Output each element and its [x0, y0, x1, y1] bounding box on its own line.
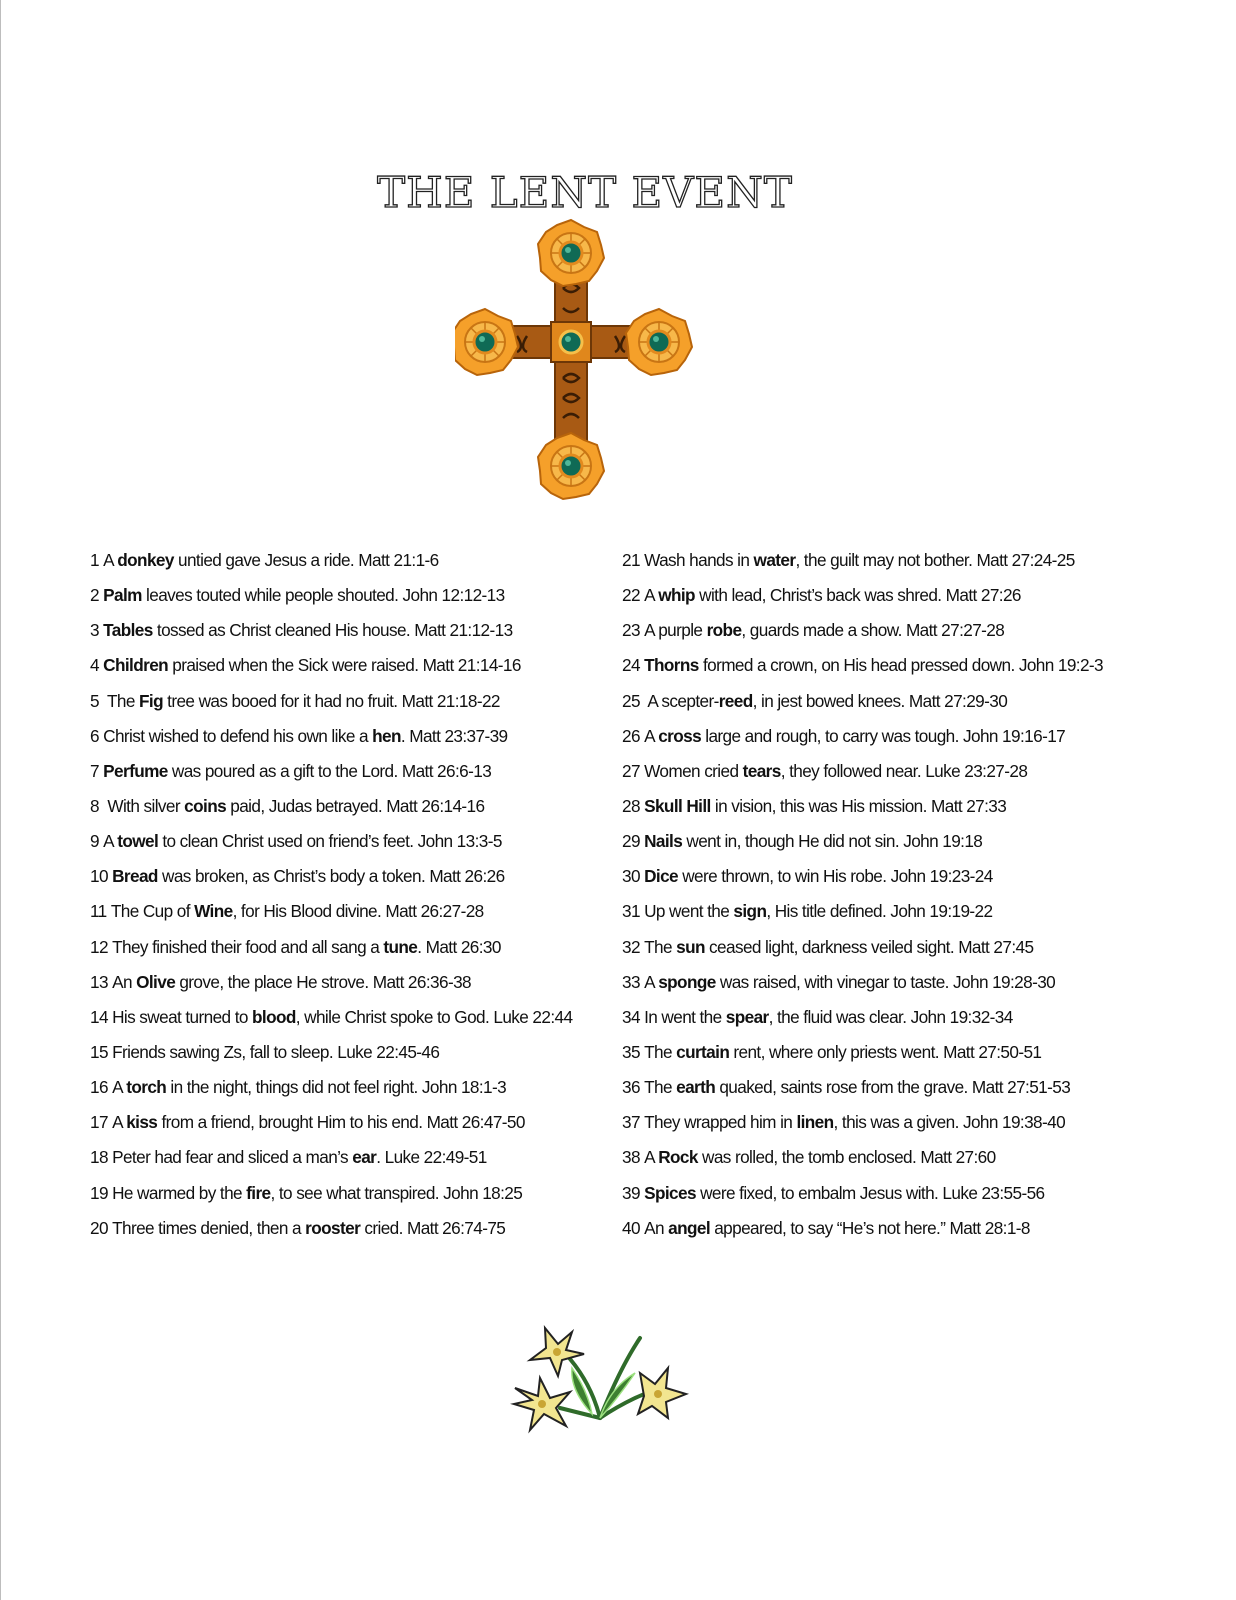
- clue-reference: Matt 21:1-6: [358, 550, 439, 570]
- clue-text: He warmed by the: [112, 1182, 247, 1203]
- clue-reference: John 19:38-40: [962, 1112, 1066, 1133]
- clue-reference: John 13:3-5: [417, 831, 502, 852]
- clue-item: [622, 829, 1142, 864]
- clue-text: leaves touted while people shouted.: [141, 585, 399, 606]
- clue-number: 7: [90, 760, 99, 781]
- clue-text: .: [417, 936, 422, 957]
- clue-text: With silver: [103, 795, 185, 816]
- clue-item: [90, 583, 610, 618]
- clue-reference: John 18:25: [443, 1182, 523, 1203]
- clue-text: was raised, with vinegar to taste.: [715, 971, 949, 992]
- clue-reference: Luke 22:49-51: [384, 1147, 487, 1168]
- clue-item: [90, 759, 610, 794]
- clue-item: [622, 970, 1142, 1005]
- clue-text: quaked, saints rose from the grave.: [715, 1077, 968, 1098]
- clue-text: His sweat turned to: [112, 1006, 253, 1027]
- clue-text: Women cried: [644, 760, 743, 781]
- clue-reference: Luke 23:27-28: [925, 760, 1028, 781]
- clue-text: Friends sawing Zs, fall to sleep.: [112, 1041, 334, 1062]
- clue-number: 29: [622, 831, 640, 852]
- page-title: THE LENT EVENT: [377, 168, 793, 218]
- clue-text: A: [644, 585, 659, 606]
- clue-keyword: Bread: [112, 866, 158, 887]
- clue-keyword: torch: [126, 1077, 167, 1098]
- clue-keyword: angel: [668, 1217, 711, 1238]
- clue-keyword: water: [753, 550, 796, 570]
- clue-text: cried.: [360, 1217, 403, 1238]
- clue-keyword: earth: [676, 1077, 716, 1098]
- clue-text: were fixed, to embalm Jesus with.: [695, 1182, 939, 1203]
- clue-text: grove, the place He strove.: [175, 971, 369, 992]
- clue-item: [622, 864, 1142, 899]
- clue-number: 10: [90, 866, 108, 887]
- clue-keyword: curtain: [676, 1041, 730, 1062]
- clue-item: [622, 653, 1142, 688]
- clue-text: An: [644, 1217, 669, 1238]
- clue-text: Up went the: [644, 901, 734, 922]
- clue-keyword: Tables: [103, 620, 153, 641]
- clue-keyword: fire: [246, 1182, 271, 1203]
- clue-item: [622, 794, 1142, 829]
- clue-list-right: [622, 548, 1142, 1251]
- clue-item: [622, 899, 1142, 934]
- clue-item: [90, 724, 610, 759]
- clue-text: untied gave Jesus a ride.: [173, 550, 355, 570]
- clue-item: [622, 724, 1142, 759]
- clue-text: , the guilt may not bother.: [795, 550, 973, 570]
- clue-text: Three times denied, then a: [112, 1217, 306, 1238]
- clue-text: paid, Judas betrayed.: [226, 795, 383, 816]
- clue-number: 14: [90, 1006, 108, 1027]
- clue-keyword: Palm: [103, 585, 142, 606]
- clue-number: 11: [90, 901, 107, 922]
- clue-item: [90, 935, 610, 970]
- clue-reference: John 19:16-17: [963, 725, 1066, 746]
- clue-number: 33: [622, 971, 640, 992]
- clue-text: to clean Christ used on friend’s feet.: [158, 831, 414, 852]
- clue-number: 12: [90, 936, 108, 957]
- clue-number: 23: [622, 620, 640, 641]
- clue-number: 27: [622, 760, 640, 781]
- clue-reference: John 19:32-34: [910, 1006, 1013, 1027]
- clue-reference: John 18:1-3: [421, 1077, 507, 1098]
- clue-keyword: Nails: [644, 831, 683, 852]
- clue-list-left: [90, 548, 610, 1251]
- clue-reference: Matt 27:24-25: [976, 550, 1075, 570]
- clue-text: The: [644, 936, 677, 957]
- clue-item: [622, 1040, 1142, 1075]
- clue-keyword: ear: [352, 1147, 377, 1168]
- lily-icon: [500, 1318, 700, 1450]
- clue-text: A: [644, 971, 659, 992]
- clue-number: 8: [90, 795, 99, 816]
- clue-item: [622, 1110, 1142, 1145]
- clue-item: [90, 1040, 610, 1075]
- clue-keyword: sponge: [658, 971, 716, 992]
- clue-keyword: Olive: [136, 971, 176, 992]
- ornate-cross-icon: [455, 218, 695, 508]
- clue-keyword: spear: [725, 1006, 769, 1027]
- clue-text: , the fluid was clear.: [768, 1006, 907, 1027]
- clue-keyword: whip: [658, 585, 695, 606]
- clue-reference: Matt 27:60: [920, 1147, 996, 1168]
- clue-item: [622, 935, 1142, 970]
- clue-number: 36: [622, 1077, 640, 1098]
- clue-reference: Matt 21:12-13: [414, 620, 513, 641]
- clue-text: was rolled, the tomb enclosed.: [697, 1147, 917, 1168]
- clue-number: 5: [90, 690, 99, 711]
- clue-text: The: [644, 1077, 677, 1098]
- clue-text: A: [112, 1112, 127, 1133]
- clue-reference: Matt 27:50-51: [943, 1041, 1042, 1062]
- clue-number: 30: [622, 866, 640, 887]
- clue-text: large and rough, to carry was tough.: [701, 725, 959, 746]
- clue-item: [90, 794, 610, 829]
- clue-item: [90, 618, 610, 653]
- clue-text: A: [644, 1147, 659, 1168]
- clue-item: [90, 653, 610, 688]
- clue-text: Christ wished to defend his own like a: [103, 725, 373, 746]
- clue-number: 38: [622, 1147, 640, 1168]
- clue-item: [622, 1145, 1142, 1180]
- clue-number: 20: [90, 1217, 108, 1238]
- clue-number: 25: [622, 690, 640, 711]
- clue-item: [622, 1075, 1142, 1110]
- clue-item: [622, 759, 1142, 794]
- clue-text: A purple: [644, 620, 707, 641]
- clue-number: 16: [90, 1077, 108, 1098]
- clue-number: 1: [90, 550, 99, 570]
- clue-keyword: Fig: [139, 690, 163, 711]
- clue-keyword: sun: [676, 936, 705, 957]
- clue-reference: Matt 27:51-53: [971, 1077, 1071, 1098]
- clue-text: , they followed near.: [780, 760, 921, 781]
- clue-reference: John 19:28-30: [953, 971, 1056, 992]
- clue-number: 13: [90, 971, 108, 992]
- clue-text: A scepter-: [644, 690, 719, 711]
- clue-keyword: Perfume: [103, 760, 168, 781]
- clue-text: A: [644, 725, 659, 746]
- clue-item: [90, 829, 610, 864]
- clue-reference: Matt 21:18-22: [401, 690, 500, 711]
- clue-number: 4: [90, 655, 99, 676]
- clue-item: [622, 1216, 1142, 1251]
- clue-keyword: Spices: [644, 1182, 696, 1203]
- clue-item: [90, 1145, 610, 1180]
- clue-number: 40: [622, 1217, 640, 1238]
- clue-text: formed a crown, on His head pressed down.: [698, 655, 1015, 676]
- clue-keyword: towel: [117, 831, 159, 852]
- clue-text: in vision, this was His mission.: [710, 795, 927, 816]
- clue-item: [90, 970, 610, 1005]
- page-edge: [0, 0, 1, 1600]
- clue-text: was poured as a gift to the Lord.: [167, 760, 398, 781]
- clue-item: [90, 689, 610, 724]
- clue-keyword: Wine: [194, 901, 233, 922]
- clue-text: ceased light, darkness veiled sight.: [704, 936, 955, 957]
- clue-number: 19: [90, 1182, 108, 1203]
- clue-reference: Matt 26:36-38: [372, 971, 471, 992]
- clue-item: [622, 583, 1142, 618]
- clue-keyword: Children: [103, 655, 169, 676]
- clue-text: , this was a given.: [833, 1112, 959, 1133]
- clue-number: 39: [622, 1182, 640, 1203]
- clue-item: [622, 548, 1142, 583]
- clue-keyword: coins: [184, 795, 227, 816]
- clue-keyword: linen: [796, 1112, 834, 1133]
- clue-keyword: Thorns: [644, 655, 699, 676]
- clue-item: [622, 618, 1142, 653]
- clue-text: praised when the Sick were raised.: [168, 655, 419, 676]
- clue-item: [90, 548, 610, 583]
- clue-text: The: [103, 690, 140, 711]
- clue-keyword: Skull Hill: [644, 795, 711, 816]
- clue-text: rent, where only priests went.: [729, 1041, 939, 1062]
- clue-reference: John 19:19-22: [890, 901, 993, 922]
- clue-item: [90, 1216, 610, 1251]
- clue-keyword: hen: [372, 725, 401, 746]
- clue-reference: Matt 26:74-75: [406, 1217, 506, 1238]
- clue-item: [90, 864, 610, 899]
- clue-item: [90, 1110, 610, 1145]
- clue-reference: Matt 23:37-39: [409, 725, 508, 746]
- clue-keyword: robe: [706, 620, 742, 641]
- clue-reference: Matt 26:30: [425, 936, 501, 957]
- clue-keyword: tune: [383, 936, 418, 957]
- clue-reference: Matt 26:14-16: [386, 795, 485, 816]
- clue-reference: Matt 27:29-30: [908, 690, 1008, 711]
- clue-text: A: [103, 831, 118, 852]
- clue-keyword: reed: [718, 690, 753, 711]
- clue-number: 26: [622, 725, 640, 746]
- clue-number: 9: [90, 831, 99, 852]
- clue-text: , in jest bowed knees.: [752, 690, 905, 711]
- clue-keyword: Rock: [658, 1147, 698, 1168]
- clue-keyword: rooster: [305, 1217, 361, 1238]
- clue-number: 35: [622, 1041, 640, 1062]
- clue-number: 37: [622, 1112, 640, 1133]
- clue-number: 21: [622, 550, 640, 570]
- clue-reference: Matt 26:47-50: [426, 1112, 525, 1133]
- clue-text: , while Christ spoke to God.: [295, 1006, 490, 1027]
- clue-number: 24: [622, 655, 640, 676]
- clue-keyword: Dice: [644, 866, 679, 887]
- clue-number: 18: [90, 1147, 108, 1168]
- clue-text: went in, though He did not sin.: [682, 831, 900, 852]
- clue-keyword: blood: [252, 1006, 296, 1027]
- clue-text: .: [376, 1147, 381, 1168]
- clue-text: They wrapped him in: [644, 1112, 797, 1133]
- clue-keyword: tears: [742, 760, 781, 781]
- clue-number: 31: [622, 901, 640, 922]
- clue-text: tossed as Christ cleaned His house.: [152, 620, 411, 641]
- clue-text: A: [112, 1077, 127, 1098]
- clue-text: were thrown, to win His robe.: [678, 866, 887, 887]
- clue-keyword: donkey: [117, 550, 174, 570]
- clue-text: Wash hands in: [644, 550, 754, 570]
- clue-reference: Matt 21:14-16: [422, 655, 521, 676]
- clue-reference: Matt 26:6-13: [401, 760, 492, 781]
- clue-text: , to see what transpired.: [270, 1182, 439, 1203]
- clue-text: In went the: [644, 1006, 726, 1027]
- clue-reference: Matt 26:26: [429, 866, 505, 887]
- clue-text: Peter had fear and sliced a man’s: [112, 1147, 353, 1168]
- clue-text: , for His Blood divine.: [232, 901, 382, 922]
- clue-number: 6: [90, 725, 99, 746]
- clue-text: A: [103, 550, 118, 570]
- clue-reference: Matt 28:1-8: [949, 1217, 1030, 1238]
- clue-text: , His title defined.: [766, 901, 887, 922]
- clue-item: [90, 1181, 610, 1216]
- clue-item: [90, 1075, 610, 1110]
- clue-item: [622, 1005, 1142, 1040]
- clue-number: 2: [90, 585, 99, 606]
- clue-number: 15: [90, 1041, 108, 1062]
- clue-text: The: [644, 1041, 677, 1062]
- clue-reference: Luke 22:45-46: [337, 1041, 440, 1062]
- clue-number: 28: [622, 795, 640, 816]
- clue-reference: Luke 22:44: [493, 1006, 573, 1027]
- clue-text: , guards made a show.: [741, 620, 902, 641]
- clue-reference: Matt 26:27-28: [385, 901, 484, 922]
- clue-reference: Matt 27:45: [958, 936, 1034, 957]
- clue-keyword: sign: [733, 901, 767, 922]
- clue-reference: John 12:12-13: [402, 585, 505, 606]
- clue-number: 3: [90, 620, 99, 641]
- clue-reference: Luke 23:55-56: [942, 1182, 1045, 1203]
- clue-reference: Matt 27:33: [931, 795, 1007, 816]
- clue-number: 22: [622, 585, 640, 606]
- clue-text: tree was booed for it had no fruit.: [163, 690, 398, 711]
- clue-reference: John 19:2-3: [1018, 655, 1104, 676]
- clue-reference: Matt 27:27-28: [905, 620, 1005, 641]
- clue-text: .: [400, 725, 406, 746]
- clue-keyword: kiss: [126, 1112, 158, 1133]
- clue-item: [622, 1181, 1142, 1216]
- clue-text: An: [112, 971, 137, 992]
- clue-text: They finished their food and all sang a: [112, 936, 384, 957]
- clue-reference: John 19:18: [903, 831, 983, 852]
- clue-number: 17: [90, 1112, 108, 1133]
- clue-item: [622, 689, 1142, 724]
- clue-keyword: cross: [658, 725, 702, 746]
- clue-reference: Matt 27:26: [945, 585, 1021, 606]
- clue-reference: John 19:23-24: [890, 866, 993, 887]
- clue-text: The Cup of: [110, 901, 195, 922]
- clue-number: 32: [622, 936, 640, 957]
- clue-item: [90, 1005, 610, 1040]
- clue-text: appeared, to say “He’s not here.”: [710, 1217, 946, 1238]
- clue-text: from a friend, brought Him to his end.: [157, 1112, 423, 1133]
- clue-text: was broken, as Christ’s body a token.: [157, 866, 426, 887]
- clue-item: [90, 899, 610, 934]
- clue-text: with lead, Christ’s back was shred.: [694, 585, 942, 606]
- clue-number: 34: [622, 1006, 640, 1027]
- clue-text: in the night, things did not feel right.: [166, 1077, 418, 1098]
